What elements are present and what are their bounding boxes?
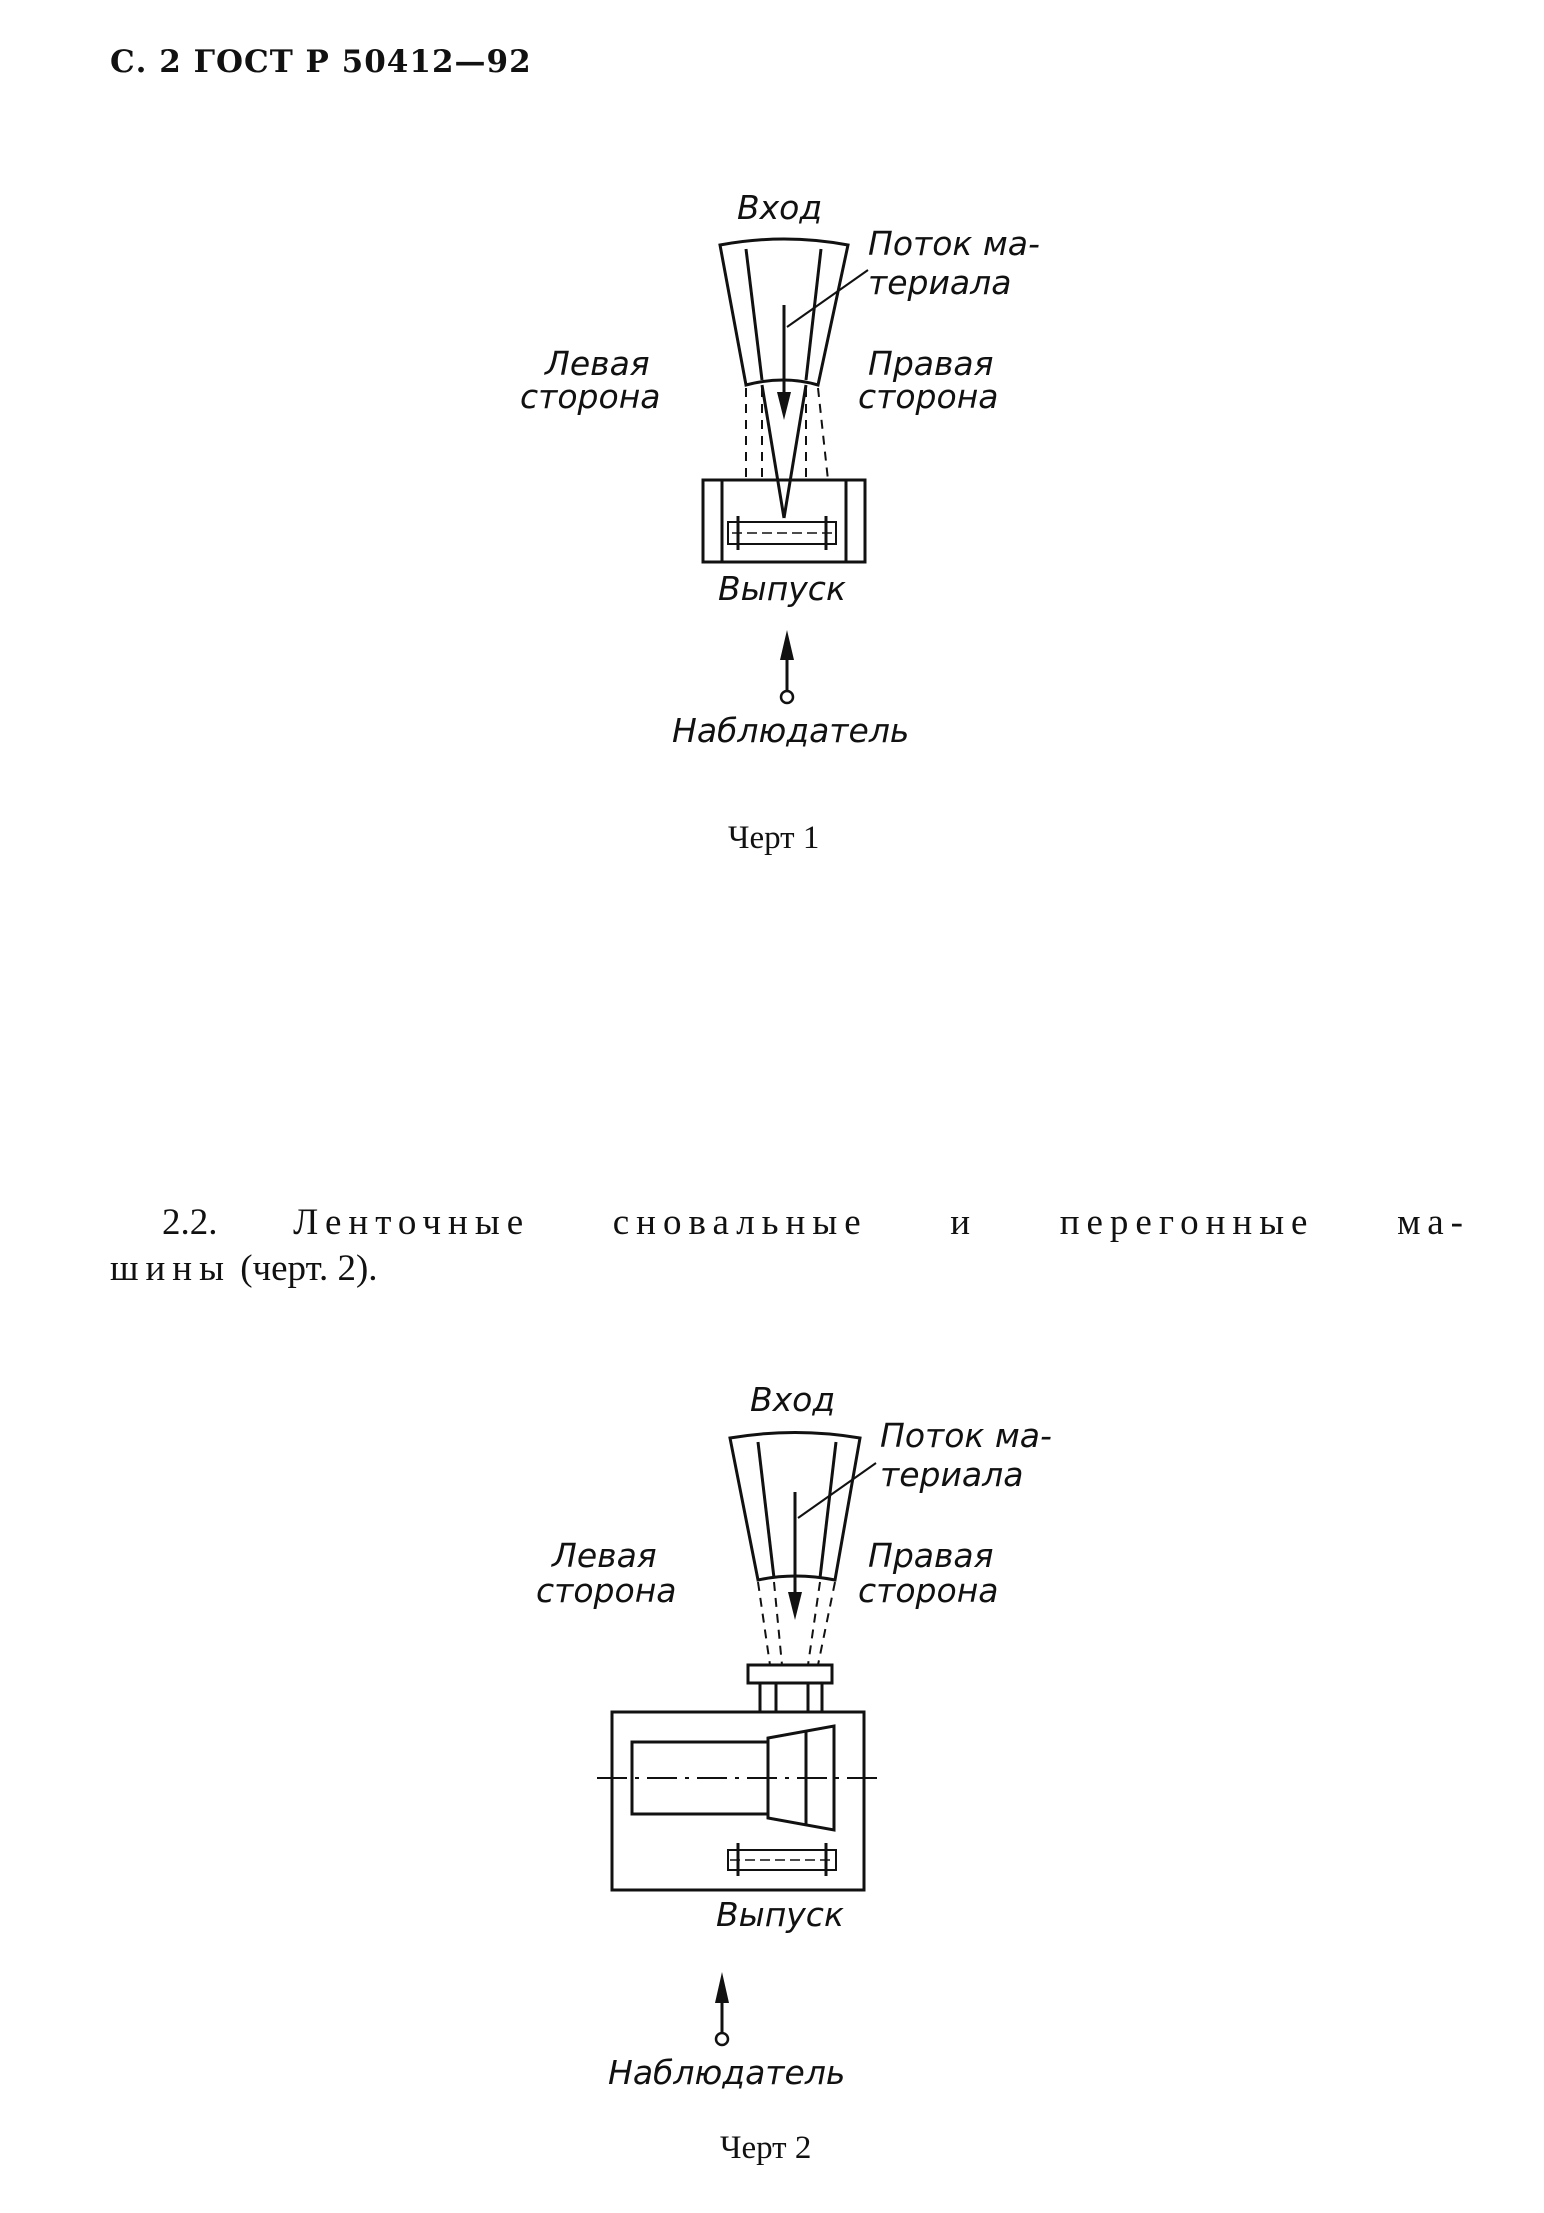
paragraph-line-2 [110, 1246, 1470, 1292]
figure-2-diagram [0, 1370, 1544, 2210]
fig2-exit-label: Выпуск [716, 1895, 844, 1934]
fig2-right-label-1: Правая [868, 1536, 994, 1575]
fig2-flow-arrowhead [788, 1592, 802, 1620]
fig1-left-label-1: Левая [545, 344, 650, 383]
fig1-observer-arrowhead [780, 630, 794, 660]
fig2-entry-label: Вход [750, 1380, 836, 1419]
fig1-flow-label-1: Поток ма- [868, 224, 1040, 263]
fig2-neck-cap [748, 1665, 832, 1683]
fig1-right-label-2: сторона [858, 377, 999, 416]
fig1-observer-label: Наблюдатель [672, 711, 910, 750]
fig2-left-label-1: Левая [552, 1536, 657, 1575]
fig2-observer-arrowhead [715, 1972, 729, 2003]
fig2-observer-marker [716, 2033, 728, 2045]
fig2-flow-label-1: Поток ма- [880, 1416, 1052, 1455]
fig2-observer-label: Наблюдатель [608, 2053, 846, 2092]
paragraph-number: 2.2. [162, 1202, 218, 1243]
paragraph-line-1 [162, 1200, 1470, 1246]
fig2-flow-label-2: териала [880, 1455, 1024, 1494]
paragraph-text-2: (черт. 2). [230, 1248, 378, 1289]
fig1-left-label-2: сторона [520, 377, 661, 416]
fig1-flow-arrowhead [777, 392, 791, 420]
fig1-observer-marker [781, 691, 793, 703]
section-paragraph [110, 1200, 1470, 1292]
fig1-exit-label: Выпуск [718, 569, 846, 608]
fig2-caption: Черт 2 [720, 2130, 812, 2166]
fig2-right-label-2: сторона [858, 1571, 999, 1610]
fig1-entry-label: Вход [737, 188, 823, 227]
page-header: С. 2 ГОСТ Р 50412—92 [110, 44, 532, 80]
fig1-right-label-1: Правая [868, 344, 994, 383]
fig1-caption: Черт 1 [728, 820, 820, 856]
paragraph-text-1: Ленточные сновальные и перегонные ма- [293, 1202, 1471, 1243]
paragraph-spaced-word: шины [110, 1248, 231, 1289]
fig2-left-label-2: сторона [536, 1571, 677, 1610]
fig1-flow-label-2: териала [868, 263, 1012, 302]
figure-1-diagram [0, 150, 1544, 1050]
